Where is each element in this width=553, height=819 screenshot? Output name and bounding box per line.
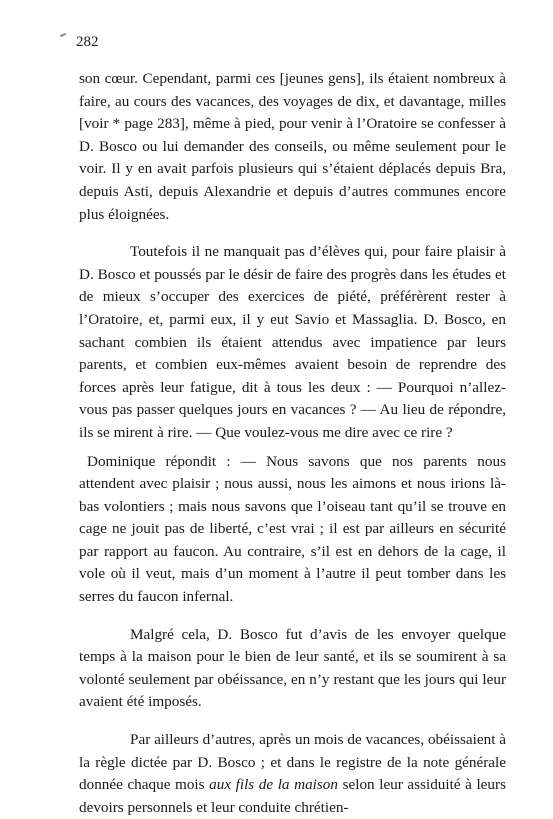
page-number: 282 [76,34,99,50]
paragraph-5-text-start: Par ailleurs d’autres, après un mois de vacances, obéissaient à la règle dictée par D. Bosco ; et dans le registre de la note générale donnée chaque mois [79,731,506,794]
body-text [79,68,506,819]
paragraph-3: Dominique répondit : — Nous savons que nos parents nous attendent avec plaisir ; nous aussi, nous les aimons et nous irions là-bas volontiers ; mais nous savons que l’oiseau tant qu’il se trouve en cage ne jouit pas de liberté, c’est vrai ; il est par ailleurs en sécurité par rapport au faucon. Au contraire, s’il est en dehors de la cage, il vole où il veut, mais d’un moment à l’autre il peut tomber dans les serres du faucon infernal. [79,452,506,606]
paragraph-1: son cœur. Cependant, parmi ces [jeunes gens], ils étaient nombreux à faire, au cours des vacances, des voyages de dix, et davantage, milles [voir * page 283], même à pied, pour venir à l’Oratoire se confesser à D. Bosco ou lui demander des conseils, ou même seulement pour le voir. Il y en avait parfois plusieurs qui s’étaient déplacés depuis Bra, depuis Asti, depuis Alexandrie et depuis d’autres communes encore plus éloignées. [79,70,506,223]
paragraph-5 [79,729,506,819]
paragraph-5-text-end: selon leur assiduité à leurs devoirs personnels et leur conduite chrétien- [79,776,506,816]
paragraph-4: Malgré cela, D. Bosco fut d’avis de les envoyer quelque temps à la maison pour le bien de leur santé, et ils se soumirent à sa volonté seulement par obéissance, en n’y restant que les jours qui leur avaient été imposés. [79,625,506,711]
paragraph-2: Toutefois il ne manquait pas d’élèves qui, pour faire plaisir à D. Bosco et poussés par le désir de faire des progrès dans les études et de mieux s’occuper des exercices de piété, préférèrent rester à l’Oratoire, et, parmi eux, il y eut Savio et Massaglia. D. Bosco, en sachant combien ils étaient attendus avec impatience par leurs parents, et combien eux-mêmes avaient besoin de reprendre des forces après leur fatigue, dit à tous les deux : — Pourquoi n’allez-vous pas passer quelques jours en vacances ? — Au lieu de répondre, ils se mirent à rire. — Que voulez-vous me dire avec ce rire ? [79,243,506,441]
paragraph-5-italic-phrase: aux fils de la maison [209,776,338,794]
page-corner-mark [60,33,66,37]
